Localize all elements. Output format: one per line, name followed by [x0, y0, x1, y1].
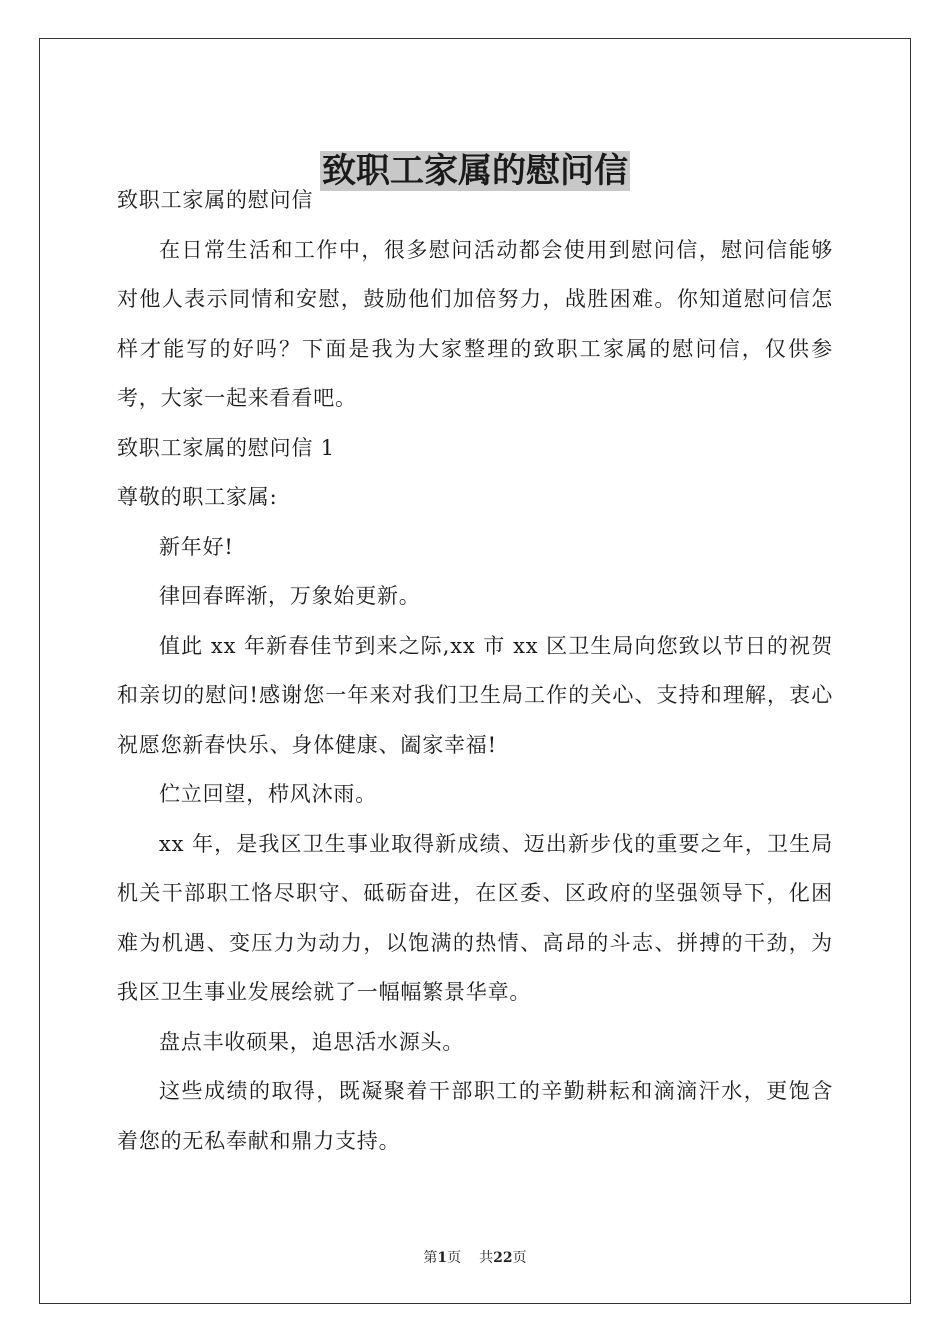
- page-total: 22: [493, 1250, 513, 1266]
- total-prefix: 共: [479, 1250, 494, 1266]
- page-prefix: 第: [423, 1250, 438, 1266]
- paragraph: 致职工家属的慰问信 1: [117, 435, 335, 460]
- total-unit: 页: [512, 1250, 527, 1266]
- paragraph: 伫立回望，栉风沐雨。: [159, 782, 377, 806]
- paragraph: 值此 xx 年新春佳节到来之际,xx 市 xx 区卫生局向您致以节日的祝贺和亲切的慰问!感谢您一年来对我们卫生局工作的关心、支持和理解，衷心祝愿您新春快乐、身体健康、阖家幸福!: [117, 633, 833, 757]
- paragraph: 这些成绩的取得，既凝聚着干部职工的辛勤耕耘和滴滴汗水，更饱含着您的无私奉献和鼎力支持。: [117, 1079, 833, 1153]
- paragraph: 律回春晖渐，万象始更新。: [159, 584, 421, 608]
- document-title-text: 致职工家属的慰问信: [322, 150, 628, 191]
- paragraph: 盘点丰收硕果，追思活水源头。: [159, 1029, 465, 1054]
- paragraph: 新年好!: [159, 534, 234, 559]
- paragraph: xx 年，是我区卫生事业取得新成绩、迈出新步伐的重要之年，卫生局机关干部职工恪尽职守、砥砺奋进，在区委、区政府的坚强领导下，化困难为机遇、变压力为动力，以饱满的热情、高昂的斗志、拼搏的干劲，为我区卫生事业发展绘就了一幅幅繁景华章。: [117, 831, 833, 1004]
- page-footer: [0, 1248, 950, 1268]
- page-unit: 页: [447, 1250, 462, 1266]
- paragraph: 在日常生活和工作中，很多慰问活动都会使用到慰问信，慰问信能够对他人表示同情和安慰，鼓励他们加倍努力，战胜困难。你知道慰问信怎样才能写的好吗？下面是我为大家整理的致职工家属的慰问信，仅供参考，大家一起来看看吧。: [117, 237, 833, 410]
- paragraph: 致职工家属的慰问信: [117, 188, 314, 212]
- page-current: 1: [437, 1250, 448, 1266]
- paragraph: 尊敬的职工家属:: [117, 485, 278, 509]
- document-body: [117, 176, 833, 1166]
